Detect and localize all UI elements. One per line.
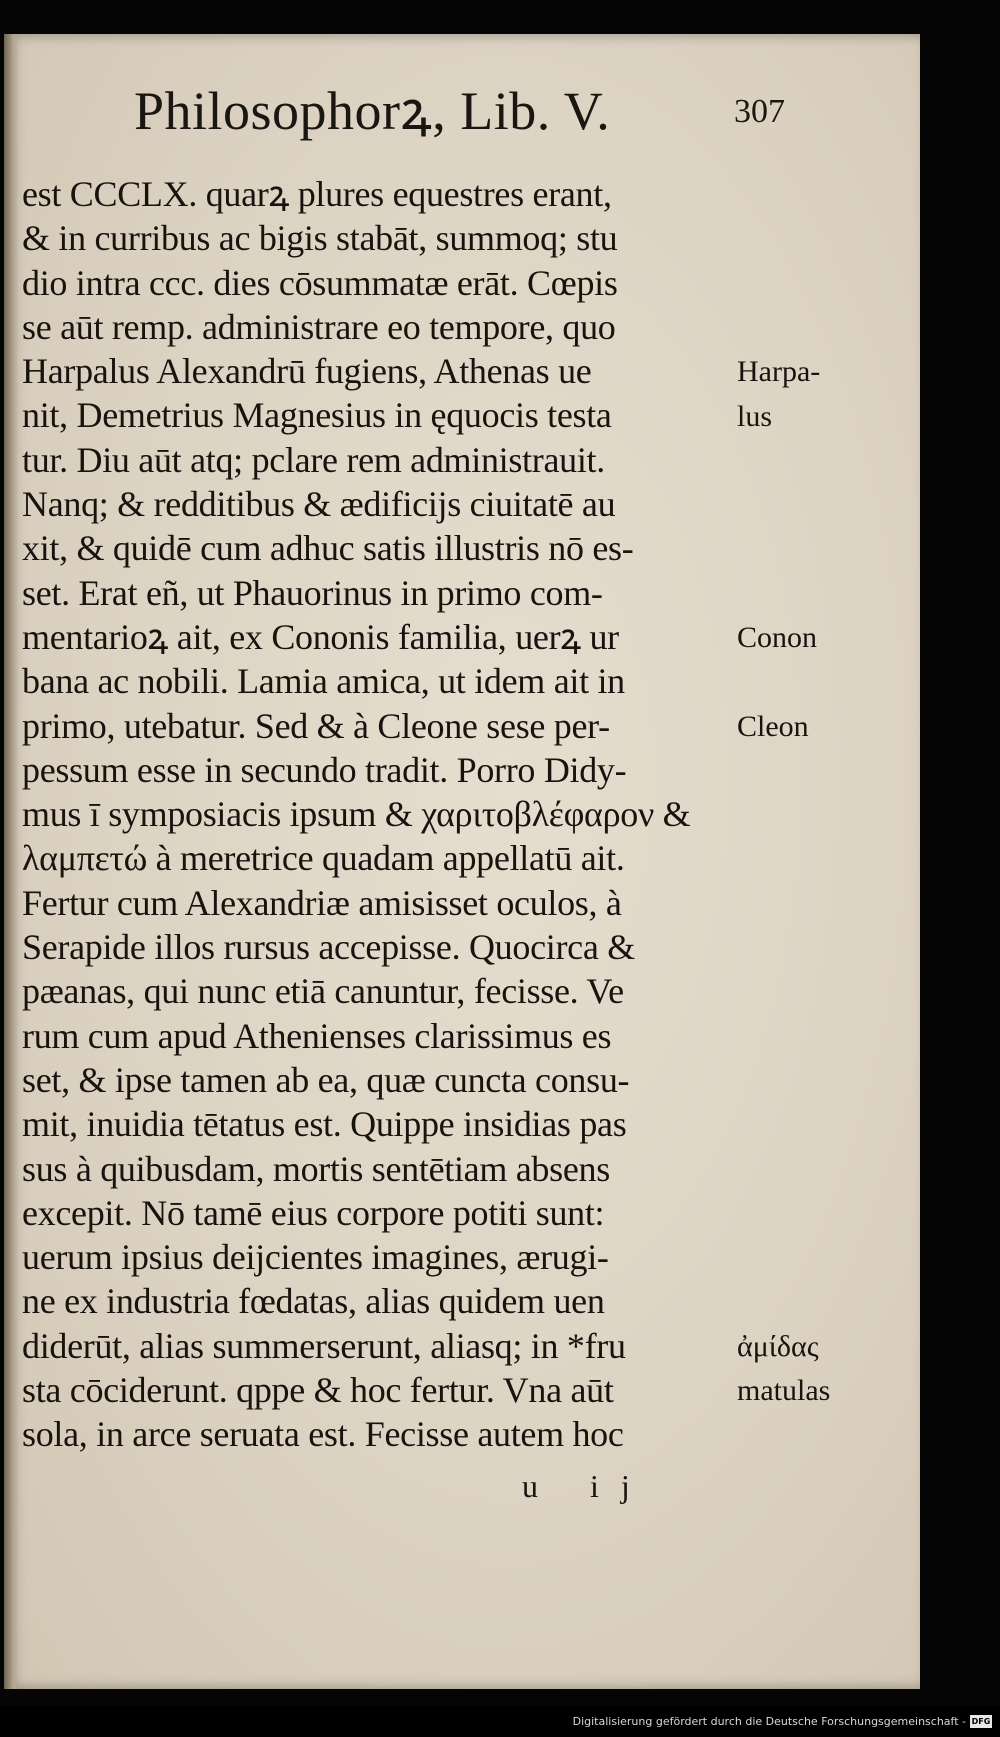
margin-note: Harpa-: [737, 355, 821, 389]
text-line: Nanq; & redditibus & ædificijs ciuitatē au: [22, 484, 616, 525]
text-line: mentarioꝝ ait, ex Cononis familia, uerꝝ ur: [22, 616, 619, 657]
text-line: se aūt remp. administrare eo tempore, quo: [22, 306, 616, 347]
text-line: & in curribus ac bigis stabāt, summoq; stu: [22, 218, 618, 259]
text-line: nit, Demetrius Magnesius in ęquocis testa: [22, 395, 612, 436]
digitization-credit: Digitalisierung gefördert durch die Deutsche Forschungsgemeinschaft -: [572, 1715, 966, 1728]
text-line: sola, in arce seruata est. Fecisse autem hoc: [22, 1414, 624, 1455]
digitization-footer: [0, 1706, 1000, 1737]
margin-note: Cleon: [737, 709, 809, 743]
text-line: diderūt, alias summerserunt, aliasq; in *fru: [22, 1325, 626, 1366]
text-line: Serapide illos rursus accepisse. Quocirca &: [22, 927, 635, 968]
text-line: uerum ipsius deijcientes imagines, ærugi-: [22, 1237, 609, 1278]
text-line: sus à quibusdam, mortis sentētiam absens: [22, 1148, 610, 1189]
book-page: [4, 34, 920, 1689]
text-line: Harpalus Alexandrū fugiens, Athenas ue: [22, 351, 592, 392]
text-line: λαμπετώ à meretrice quadam appellatū ait.: [22, 838, 625, 879]
text-line: tur. Diu aūt atq; pclare rem administrauit.: [22, 439, 605, 480]
running-title: Philosophorꝝ, Lib. V.: [134, 81, 611, 141]
text-line: est CCCLX. quarꝝ plures equestres erant,: [22, 174, 612, 214]
text-line: pæanas, qui nunc etiā canuntur, fecisse. Ve: [22, 971, 624, 1012]
text-line: dio intra ccc. dies cōsummatæ erāt. Cœpis: [22, 262, 618, 303]
text-line: rum cum apud Athenienses clarissimus es: [22, 1015, 612, 1056]
margin-note: Conon: [737, 621, 818, 654]
text-line: bana ac nobili. Lamia amica, ut idem ait in: [22, 661, 625, 702]
text-line: xit, & quidē cum adhuc satis illustris nō es-: [22, 528, 634, 569]
text-line: Fertur cum Alexandriæ amisisset oculos, à: [22, 882, 622, 923]
text-line: set, & ipse tamen ab ea, quæ cuncta consu-: [22, 1059, 630, 1100]
main-text-block: [22, 172, 722, 1457]
text-line: ne ex industria fœdatas, alias quidem uen: [22, 1281, 605, 1322]
margin-note: lus: [737, 399, 773, 433]
margin-note: ἀμίδας: [737, 1329, 819, 1363]
text-line: set. Erat eñ, ut Phauorinus in primo com-: [22, 572, 603, 613]
text-line: sta cōciderunt. qppe & hoc fertur. Vna aūt: [22, 1370, 614, 1411]
dfg-logo-icon: DFG: [971, 1717, 991, 1726]
text-line: pessum esse in secundo tradit. Porro Didy-: [22, 749, 627, 790]
text-line: mus ī symposiacis ipsum & χαριτοβλέφαρον &: [22, 794, 691, 835]
margin-note: matulas: [737, 1374, 831, 1408]
text-line: primo, utebatur. Sed & à Cleone sese per-: [22, 705, 610, 746]
signature-mark: u ij: [522, 1468, 652, 1504]
page-binding-shadow: [4, 34, 18, 1689]
page-header: [134, 76, 834, 146]
text-line: mit, inuidia tētatus est. Quippe insidias pas: [22, 1104, 627, 1145]
text-line: excepit. Nō tamē eius corpore potiti sunt:: [22, 1192, 605, 1233]
page-number: 307: [734, 93, 785, 130]
